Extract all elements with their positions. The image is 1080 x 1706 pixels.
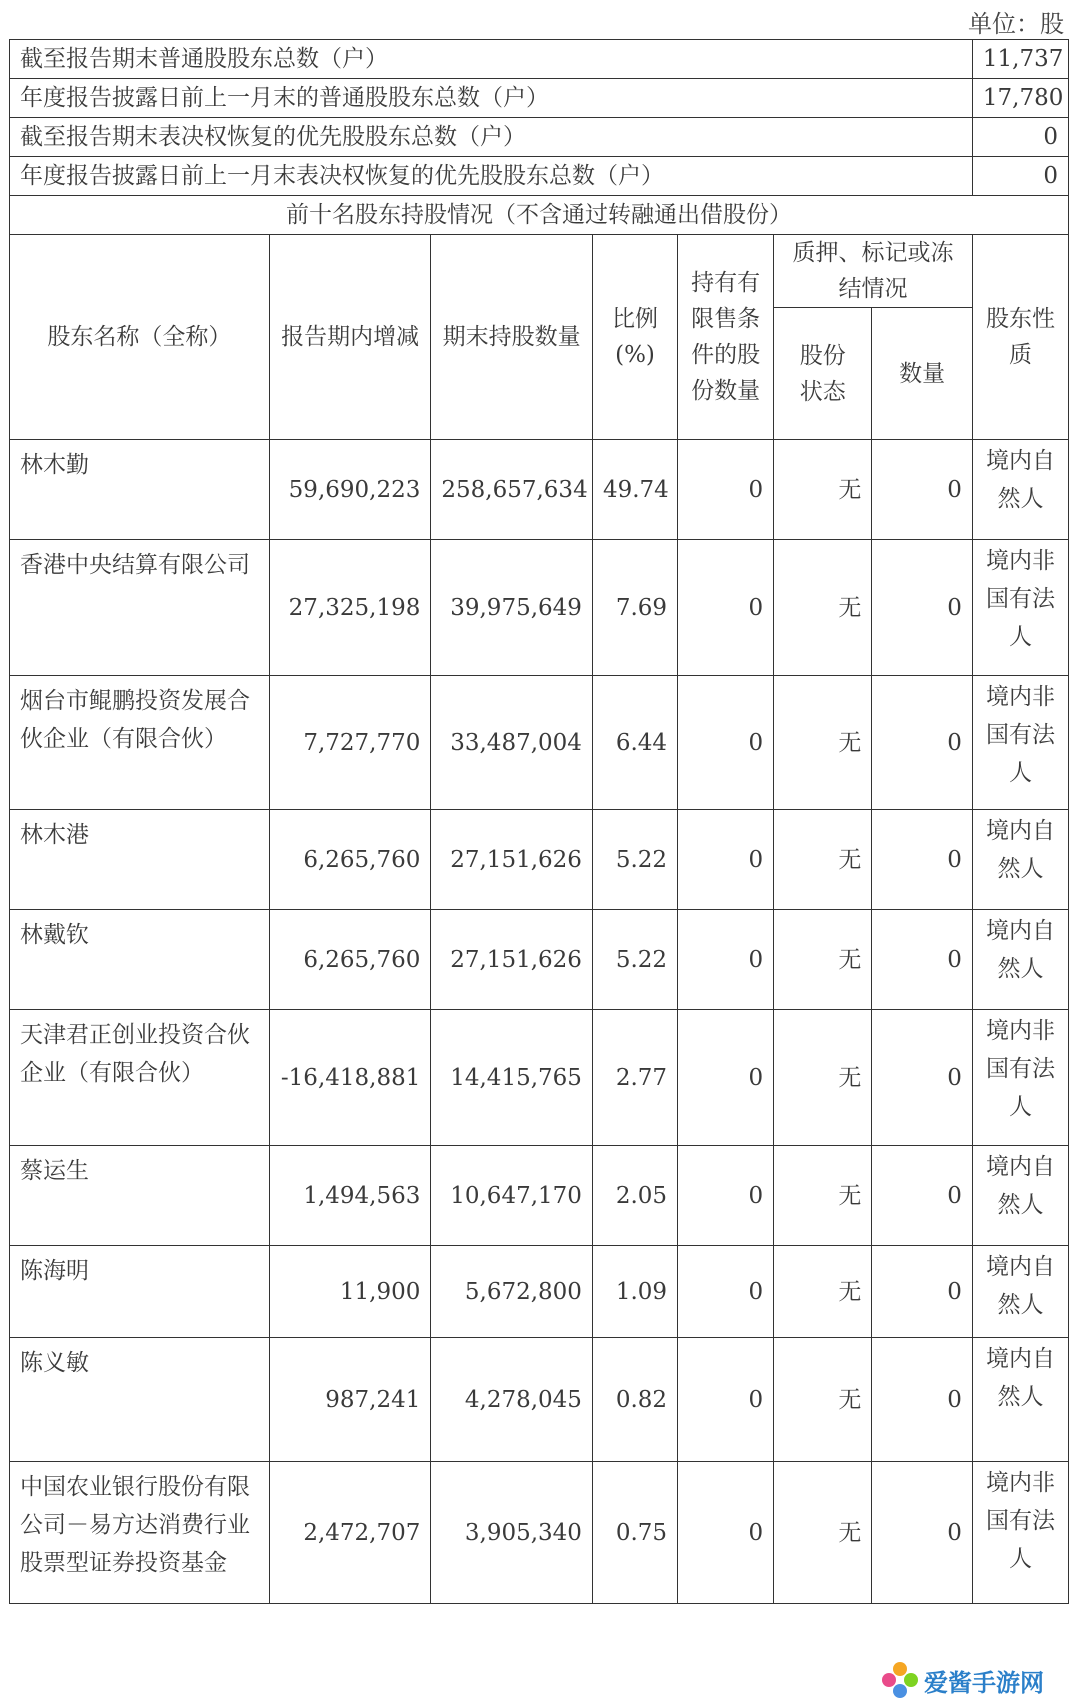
shareholder-name: 陈义敏 — [10, 1338, 270, 1462]
table-body — [10, 440, 1069, 1604]
table-row — [10, 1462, 1069, 1604]
held-cell: 4,278,045 — [431, 1338, 593, 1462]
ratio-cell: 2.77 — [592, 1010, 677, 1146]
ratio-cell: 49.74 — [592, 440, 677, 540]
summary-row — [10, 79, 1069, 118]
summary-label: 年度报告披露日前上一月末表决权恢复的优先股股东总数（户） — [10, 157, 973, 196]
change-cell: 7,727,770 — [269, 676, 431, 810]
pledge-qty-cell: 0 — [872, 910, 973, 1010]
table-row — [10, 910, 1069, 1010]
change-cell: 1,494,563 — [269, 1146, 431, 1246]
restricted-cell: 0 — [678, 1010, 774, 1146]
watermark-text: 爱酱手游网 — [924, 1668, 1044, 1697]
pledge-status-cell: 无 — [774, 1462, 872, 1604]
restricted-cell: 0 — [678, 910, 774, 1010]
change-cell: 27,325,198 — [269, 540, 431, 676]
ratio-cell: 0.82 — [592, 1338, 677, 1462]
table-header — [10, 235, 1069, 440]
summary-value: 0 — [972, 157, 1068, 196]
nature-cell: 境内非国有法人 — [972, 1462, 1068, 1604]
section-title-row — [10, 196, 1069, 235]
header-name: 股东名称（全称） — [10, 235, 270, 440]
shareholder-table — [9, 39, 1069, 1604]
shareholder-name: 林戴钦 — [10, 910, 270, 1010]
change-cell: 11,900 — [269, 1246, 431, 1338]
restricted-cell: 0 — [678, 440, 774, 540]
change-cell: 987,241 — [269, 1338, 431, 1462]
restricted-cell: 0 — [678, 1246, 774, 1338]
held-cell: 258,657,634 — [431, 440, 593, 540]
pledge-qty-cell: 0 — [872, 1246, 973, 1338]
nature-cell: 境内自然人 — [972, 810, 1068, 910]
restricted-cell: 0 — [678, 540, 774, 676]
held-cell: 33,487,004 — [431, 676, 593, 810]
table-row — [10, 810, 1069, 910]
pledge-status-cell: 无 — [774, 540, 872, 676]
change-cell: 6,265,760 — [269, 910, 431, 1010]
page-bottom-edge — [0, 1690, 900, 1706]
nature-cell: 境内自然人 — [972, 1246, 1068, 1338]
shareholder-name: 陈海明 — [10, 1246, 270, 1338]
table-row — [10, 1338, 1069, 1462]
held-cell: 14,415,765 — [431, 1010, 593, 1146]
restricted-cell: 0 — [678, 1462, 774, 1604]
ratio-cell: 1.09 — [592, 1246, 677, 1338]
nature-cell: 境内非国有法人 — [972, 1010, 1068, 1146]
summary-label: 截至报告期末表决权恢复的优先股股东总数（户） — [10, 118, 973, 157]
pinwheel-logo-icon — [882, 1662, 918, 1698]
pledge-status-cell: 无 — [774, 1246, 872, 1338]
ratio-cell: 5.22 — [592, 810, 677, 910]
header-ratio: 比例(%) — [592, 235, 677, 440]
shareholder-name: 香港中央结算有限公司 — [10, 540, 270, 676]
held-cell: 27,151,626 — [431, 810, 593, 910]
shareholder-name: 林木勤 — [10, 440, 270, 540]
nature-cell: 境内自然人 — [972, 1338, 1068, 1462]
pledge-status-cell: 无 — [774, 676, 872, 810]
ratio-cell: 6.44 — [592, 676, 677, 810]
shareholder-name: 林木港 — [10, 810, 270, 910]
summary-value: 11,737 — [972, 40, 1068, 79]
pledge-status-cell: 无 — [774, 910, 872, 1010]
header-restricted: 持有有限售条件的股份数量 — [678, 235, 774, 440]
section-title: 前十名股东持股情况（不含通过转融通出借股份） — [10, 196, 1069, 235]
pledge-status-cell: 无 — [774, 1010, 872, 1146]
pledge-qty-cell: 0 — [872, 676, 973, 810]
table-row — [10, 540, 1069, 676]
ratio-cell: 0.75 — [592, 1462, 677, 1604]
pledge-qty-cell: 0 — [872, 1010, 973, 1146]
pledge-status-cell: 无 — [774, 810, 872, 910]
restricted-cell: 0 — [678, 1146, 774, 1246]
change-cell: 6,265,760 — [269, 810, 431, 910]
pledge-status-cell: 无 — [774, 440, 872, 540]
summary-value: 17,780 — [972, 79, 1068, 118]
pledge-qty-cell: 0 — [872, 540, 973, 676]
restricted-cell: 0 — [678, 1338, 774, 1462]
pledge-qty-cell: 0 — [872, 1462, 973, 1604]
summary-label: 截至报告期末普通股股东总数（户） — [10, 40, 973, 79]
header-held: 期末持股数量 — [431, 235, 593, 440]
shareholder-name: 天津君正创业投资合伙企业（有限合伙） — [10, 1010, 270, 1146]
held-cell: 27,151,626 — [431, 910, 593, 1010]
table-row — [10, 1246, 1069, 1338]
restricted-cell: 0 — [678, 810, 774, 910]
header-pledge-status: 股份状态 — [774, 308, 872, 440]
nature-cell: 境内非国有法人 — [972, 676, 1068, 810]
pledge-status-cell: 无 — [774, 1146, 872, 1246]
held-cell: 5,672,800 — [431, 1246, 593, 1338]
watermark — [882, 1658, 1072, 1702]
nature-cell: 境内自然人 — [972, 910, 1068, 1010]
unit-label: 单位：股 — [968, 10, 1064, 38]
pledge-qty-cell: 0 — [872, 1146, 973, 1246]
held-cell: 3,905,340 — [431, 1462, 593, 1604]
change-cell: 2,472,707 — [269, 1462, 431, 1604]
summary-value: 0 — [972, 118, 1068, 157]
table-row — [10, 1146, 1069, 1246]
shareholder-name: 蔡运生 — [10, 1146, 270, 1246]
table-row — [10, 440, 1069, 540]
summary-row — [10, 40, 1069, 79]
nature-cell: 境内自然人 — [972, 1146, 1068, 1246]
pledge-qty-cell: 0 — [872, 810, 973, 910]
summary-row — [10, 118, 1069, 157]
pledge-qty-cell: 0 — [872, 440, 973, 540]
header-nature: 股东性质 — [972, 235, 1068, 440]
header-change: 报告期内增减 — [269, 235, 431, 440]
shareholder-name: 烟台市鲲鹏投资发展合伙企业（有限合伙） — [10, 676, 270, 810]
shareholder-name: 中国农业银行股份有限公司－易方达消费行业股票型证券投资基金 — [10, 1462, 270, 1604]
ratio-cell: 2.05 — [592, 1146, 677, 1246]
header-pledge-qty: 数量 — [872, 308, 973, 440]
pledge-qty-cell: 0 — [872, 1338, 973, 1462]
ratio-cell: 5.22 — [592, 910, 677, 1010]
ratio-cell: 7.69 — [592, 540, 677, 676]
summary-row — [10, 157, 1069, 196]
nature-cell: 境内非国有法人 — [972, 540, 1068, 676]
nature-cell: 境内自然人 — [972, 440, 1068, 540]
change-cell: 59,690,223 — [269, 440, 431, 540]
summary-label: 年度报告披露日前上一月末的普通股股东总数（户） — [10, 79, 973, 118]
restricted-cell: 0 — [678, 676, 774, 810]
held-cell: 39,975,649 — [431, 540, 593, 676]
pledge-status-cell: 无 — [774, 1338, 872, 1462]
table-row — [10, 676, 1069, 810]
header-pledge-group: 质押、标记或冻结情况 — [774, 235, 973, 308]
held-cell: 10,647,170 — [431, 1146, 593, 1246]
table-row — [10, 1010, 1069, 1146]
change-cell: -16,418,881 — [269, 1010, 431, 1146]
